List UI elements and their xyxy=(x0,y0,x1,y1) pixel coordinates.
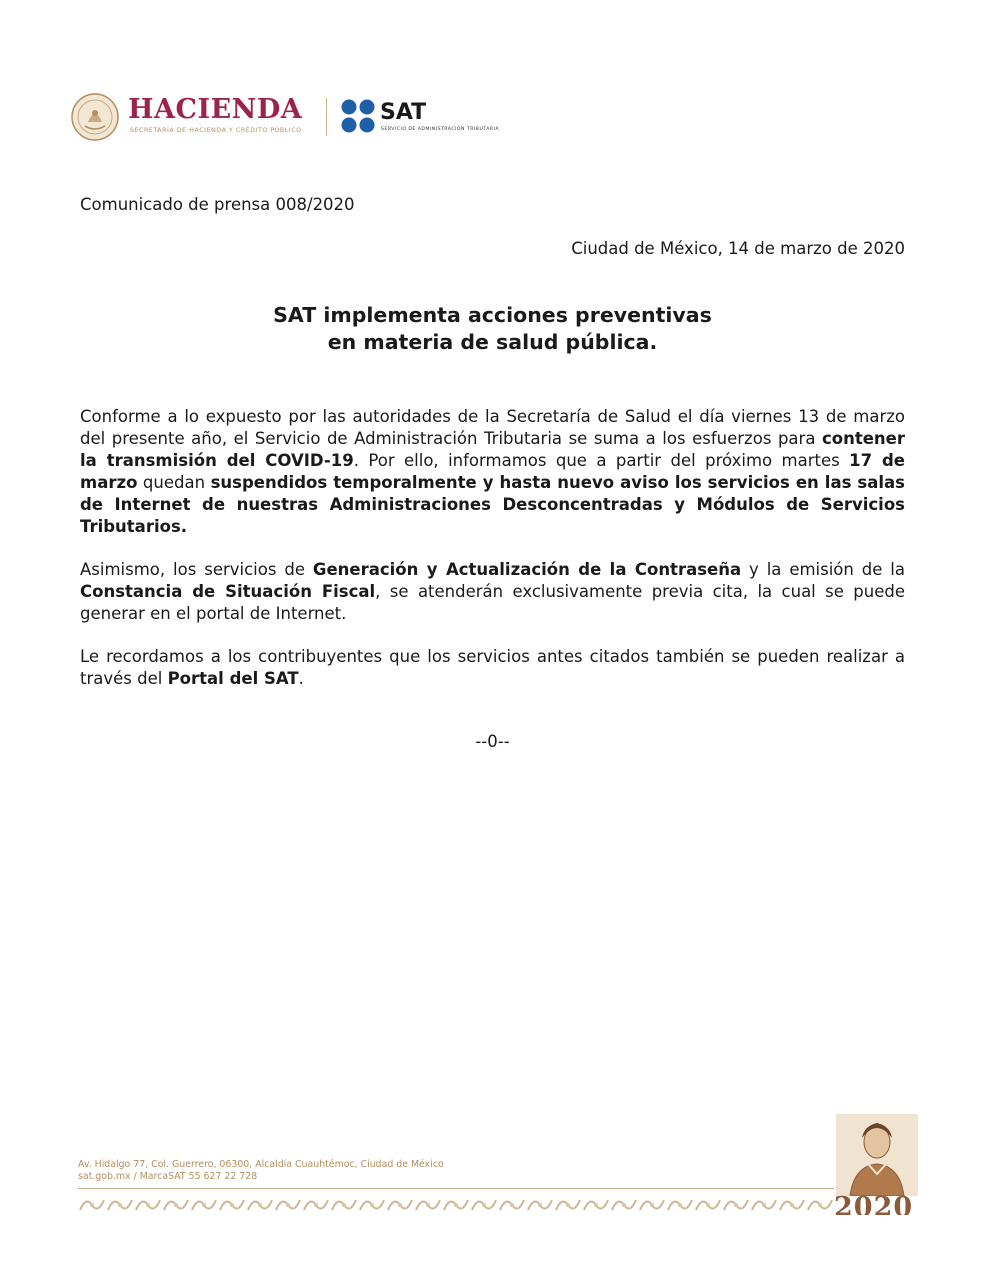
coat-of-arms-seal xyxy=(70,92,120,142)
footer-address-line-1: Av. Hidalgo 77, Col. Guerrero, 06300, Alcaldía Cuauhtémoc, Ciudad de México xyxy=(78,1159,444,1170)
p2-bold-password: Generación y Actualización de la Contraseña xyxy=(312,560,742,579)
p2-text-a: Asimismo, los servicios de xyxy=(80,560,313,579)
p3-text-a: Le recordamos a los contribuyentes que los servicios antes citados también se pueden realizar a través del xyxy=(80,647,905,688)
p3-text-c: . xyxy=(298,669,304,688)
headline-line-2: en materia de salud pública. xyxy=(327,330,658,354)
p2-bold-constancia: Constancia de Situación Fiscal xyxy=(80,582,376,601)
p3-bold-portal: Portal del SAT xyxy=(167,669,299,688)
logo-divider xyxy=(326,98,327,136)
paragraph-1 xyxy=(80,406,905,538)
sat-title: SAT xyxy=(380,100,427,125)
p1-bold-suspension: suspendidos temporalmente y hasta nuevo aviso los servicios en las salas de Internet de nuestras Administraciones Desconcentradas y Módulos de Servicios Tributarios. xyxy=(80,473,905,536)
headline-line-1: SAT implementa acciones preventivas xyxy=(273,303,712,327)
footer-address-line-2: sat.gob.mx / MarcaSAT 55 627 22 728 xyxy=(78,1171,258,1182)
sat-subtitle: SERVICIO DE ADMINISTRACIÓN TRIBUTARIA xyxy=(381,127,500,132)
sat-logo-icon xyxy=(340,98,376,134)
footer-rule xyxy=(78,1188,834,1189)
year-2020: 2020 xyxy=(834,1192,914,1215)
decorative-pattern-band xyxy=(78,1194,834,1216)
paragraph-2 xyxy=(80,559,905,625)
p2-text-e: , se atenderán exclusivamente previa cita, la cual se puede generar en el portal de Internet. xyxy=(80,582,905,623)
portrait-illustration xyxy=(836,1114,918,1196)
p1-bold-covid: contener la transmisión del COVID-19 xyxy=(80,429,905,470)
p1-bold-date: 17 de marzo xyxy=(80,451,905,492)
hacienda-subtitle: SECRETARÍA DE HACIENDA Y CRÉDITO PÚBLICO xyxy=(130,127,302,134)
paragraph-3 xyxy=(80,646,905,690)
closing-mark: --0-- xyxy=(475,732,510,751)
headline xyxy=(80,302,905,356)
press-release-number: Comunicado de prensa 008/2020 xyxy=(80,195,355,214)
p2-text-c: y la emisión de la xyxy=(741,560,906,579)
p1-text-e: quedan xyxy=(137,473,211,492)
footer-address xyxy=(78,1159,444,1183)
letterhead xyxy=(70,92,510,142)
date-line: Ciudad de México, 14 de marzo de 2020 xyxy=(571,239,905,258)
hacienda-title: HACIENDA xyxy=(128,94,303,125)
p1-text-a: Conforme a lo expuesto por las autoridades de la Secretaría de Salud el día viernes 13 de marzo del presente año, el Servicio de Administración Tributaria se suma a los esfuerzos para xyxy=(80,407,905,448)
p1-text-c: . Por ello, informamos que a partir del próximo martes xyxy=(353,451,850,470)
